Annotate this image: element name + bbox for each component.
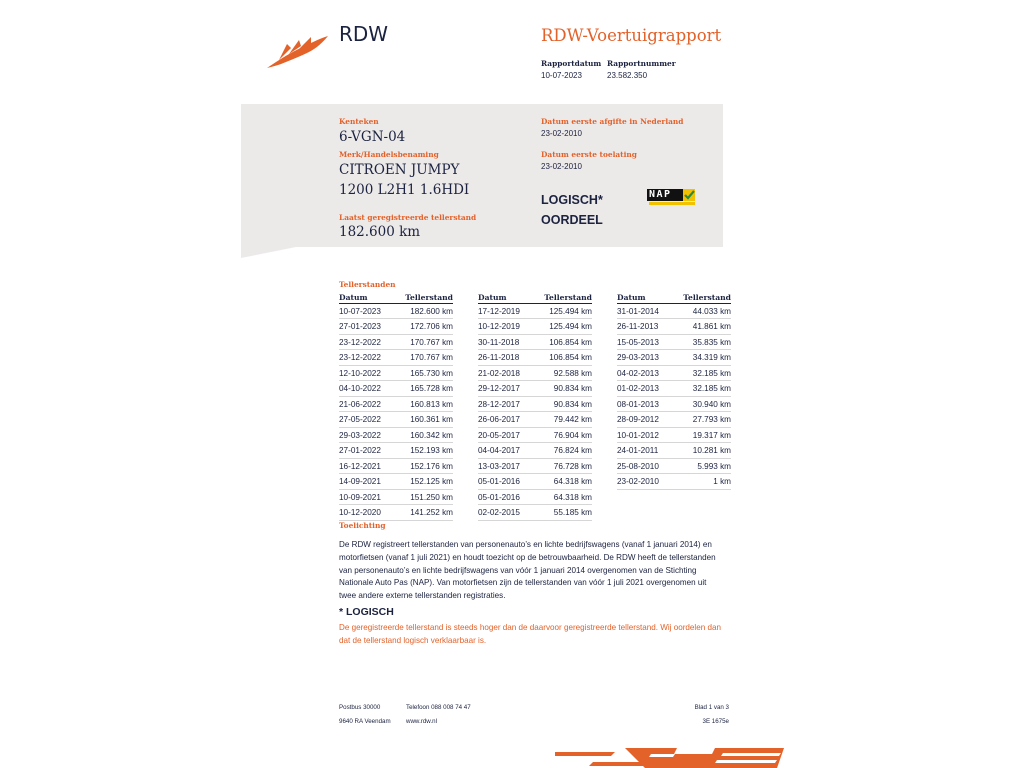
row-reading: 125.494 km: [549, 306, 592, 316]
verdict-line1: LOGISCH*: [541, 193, 603, 207]
footer-code: 3E 1675e: [702, 718, 729, 725]
table-row: [478, 351, 592, 366]
row-date: 27-01-2022: [339, 446, 381, 456]
row-reading: 151.250 km: [410, 492, 453, 502]
table-header: [617, 292, 731, 304]
header-date: Datum: [478, 293, 507, 302]
row-date: 23-02-2010: [617, 477, 659, 487]
table-row: [617, 320, 731, 335]
row-reading: 32.185 km: [692, 384, 731, 394]
table-row: [617, 382, 731, 397]
table-row: [617, 305, 731, 320]
table-row: [339, 429, 453, 444]
report-number: 23.582.350: [607, 71, 648, 80]
row-reading: 19.317 km: [692, 430, 731, 440]
row-reading: 106.854 km: [549, 337, 592, 347]
header-date: Datum: [617, 293, 646, 302]
row-reading: 1 km: [713, 477, 731, 487]
row-date: 12-10-2022: [339, 368, 381, 378]
make-line1: CITROEN JUMPY: [339, 162, 460, 178]
row-reading: 90.834 km: [553, 399, 592, 409]
row-date: 21-06-2022: [339, 399, 381, 409]
row-date: 16-12-2021: [339, 461, 381, 471]
table-row: [339, 351, 453, 366]
table-column-2: [478, 292, 592, 521]
row-date: 13-03-2017: [478, 461, 520, 471]
odometer-label: Laatst geregistreerde tellerstand: [339, 213, 477, 222]
table-title: Tellerstanden: [339, 280, 396, 289]
header-date: Datum: [339, 293, 368, 302]
table-row: [478, 305, 592, 320]
table-row: [617, 460, 731, 475]
decorative-stripes: [555, 744, 785, 768]
row-date: 29-12-2017: [478, 384, 520, 394]
row-date: 23-12-2022: [339, 337, 381, 347]
first-nl-value: 23-02-2010: [541, 129, 582, 138]
nap-logo: [647, 188, 697, 206]
row-date: 17-12-2019: [478, 306, 520, 316]
table-row: [478, 491, 592, 506]
footer-address1: Postbus 30000: [339, 704, 381, 711]
row-reading: 152.193 km: [410, 446, 453, 456]
report-number-label: Rapportnummer: [607, 59, 676, 68]
row-date: 24-01-2011: [617, 446, 659, 456]
row-reading: 160.813 km: [410, 399, 453, 409]
row-reading: 32.185 km: [692, 368, 731, 378]
table-row: [478, 475, 592, 490]
row-date: 08-01-2013: [617, 399, 659, 409]
explanation-line: motorfietsen (vanaf 1 juli 2021) en houdt toezicht op de betrouwbaarheid. De RDW heeft de tellerstanden: [339, 552, 716, 562]
plate-value: 6-VGN-04: [339, 129, 406, 145]
explanation-title: Toelichting: [339, 521, 386, 530]
table-row: [478, 460, 592, 475]
explanation-line: De RDW registreert tellerstanden van personenauto’s en lichte bedrijfswagens (vanaf 1 januari 2014) en: [339, 540, 712, 549]
row-date: 10-07-2023: [339, 306, 381, 316]
table-column-1: [339, 292, 453, 521]
table-row: [478, 367, 592, 382]
row-date: 31-01-2014: [617, 306, 659, 316]
row-date: 30-11-2018: [478, 337, 520, 347]
row-date: 23-12-2022: [339, 353, 381, 363]
row-date: 10-12-2019: [478, 322, 520, 332]
report-date-label: Rapportdatum: [541, 59, 602, 68]
row-reading: 64.318 km: [553, 492, 592, 502]
odometer-value: 182.600 km: [339, 224, 421, 240]
header-reading: Tellerstand: [405, 293, 453, 302]
table-row: [339, 320, 453, 335]
footer-phone: Telefoon 088 008 74 47: [406, 704, 471, 711]
row-reading: 41.861 km: [692, 322, 731, 332]
row-date: 26-11-2013: [617, 322, 659, 332]
explanation-line: van personenauto’s en lichte bedrijfswagens van vóór 1 januari 2014 overgenomen van de Stichting: [339, 565, 697, 575]
first-admission-value: 23-02-2010: [541, 162, 582, 171]
row-reading: 170.767 km: [410, 353, 453, 363]
row-reading: 76.904 km: [553, 430, 592, 440]
table-row: [339, 506, 453, 521]
table-row: [339, 336, 453, 351]
table-row: [478, 336, 592, 351]
first-nl-label: Datum eerste afgifte in Nederland: [541, 117, 684, 126]
row-reading: 152.125 km: [410, 477, 453, 487]
brand-name: RDW: [339, 22, 389, 46]
row-date: 25-08-2010: [617, 461, 659, 471]
row-reading: 10.281 km: [692, 446, 731, 456]
nap-logo-text: NAP: [649, 189, 672, 200]
row-reading: 90.834 km: [553, 384, 592, 394]
row-reading: 76.824 km: [553, 446, 592, 456]
row-reading: 55.185 km: [553, 508, 592, 518]
make-line2: 1200 L2H1 1.6HDI: [339, 182, 470, 198]
rdw-bird-logo: [265, 34, 329, 70]
table-row: [339, 382, 453, 397]
row-reading: 44.033 km: [692, 306, 731, 316]
row-reading: 160.342 km: [410, 430, 453, 440]
table-column-3: [617, 292, 731, 490]
row-date: 27-01-2023: [339, 322, 381, 332]
row-date: 10-01-2012: [617, 430, 659, 440]
row-date: 21-02-2018: [478, 368, 520, 378]
table-row: [617, 336, 731, 351]
row-date: 26-06-2017: [478, 415, 520, 425]
footer-page: Blad 1 van 3: [694, 704, 729, 711]
table-row: [339, 413, 453, 428]
table-row: [617, 429, 731, 444]
table-row: [339, 460, 453, 475]
table-row: [339, 398, 453, 413]
row-date: 26-11-2018: [478, 353, 520, 363]
row-date: 28-12-2017: [478, 399, 520, 409]
row-date: 27-05-2022: [339, 415, 381, 425]
verdict-line2: OORDEEL: [541, 213, 603, 227]
table-row: [478, 444, 592, 459]
row-reading: 34.319 km: [692, 353, 731, 363]
header-reading: Tellerstand: [544, 293, 592, 302]
row-reading: 172.706 km: [410, 322, 453, 332]
table-row: [617, 367, 731, 382]
row-date: 10-09-2021: [339, 492, 381, 502]
table-row: [478, 413, 592, 428]
table-row: [339, 305, 453, 320]
table-row: [339, 444, 453, 459]
table-row: [617, 413, 731, 428]
table-row: [478, 382, 592, 397]
table-row: [339, 491, 453, 506]
row-reading: 35.835 km: [692, 337, 731, 347]
table-row: [339, 367, 453, 382]
explanation-line: Nationale Auto Pas (NAP). Van motorfietsen zijn de tellerstanden van vóór 1 juli 2021 overgenomen uit: [339, 578, 707, 588]
row-date: 20-05-2017: [478, 430, 520, 440]
row-reading: 106.854 km: [549, 353, 592, 363]
row-date: 04-04-2017: [478, 446, 520, 456]
row-reading: 141.252 km: [410, 508, 453, 518]
table-row: [478, 398, 592, 413]
row-reading: 182.600 km: [410, 306, 453, 316]
logisch-heading: * LOGISCH: [339, 606, 394, 618]
row-reading: 170.767 km: [410, 337, 453, 347]
row-reading: 27.793 km: [692, 415, 731, 425]
table-row: [617, 351, 731, 366]
report-title: RDW-Voertuigrapport: [541, 26, 722, 45]
row-reading: 64.318 km: [553, 477, 592, 487]
report-date: 10-07-2023: [541, 71, 582, 80]
table-row: [478, 429, 592, 444]
table-row: [478, 320, 592, 335]
logisch-line: De geregistreerde tellerstand is steeds hoger dan de daarvoor geregistreerde tellerstand. Wij oordelen dan: [339, 623, 721, 632]
row-date: 28-09-2012: [617, 415, 659, 425]
footer-website[interactable]: www.rdw.nl: [406, 718, 437, 725]
verdict: [541, 190, 603, 230]
row-reading: 125.494 km: [549, 322, 592, 332]
table-header: [478, 292, 592, 304]
table-row: [617, 398, 731, 413]
table-row: [617, 444, 731, 459]
footer-address2: 9640 RA Veendam: [339, 718, 391, 725]
table-row: [478, 506, 592, 521]
row-reading: 92.588 km: [553, 368, 592, 378]
row-reading: 165.730 km: [410, 368, 453, 378]
row-date: 29-03-2013: [617, 353, 659, 363]
row-reading: 5.993 km: [697, 461, 731, 471]
row-date: 05-01-2016: [478, 477, 520, 487]
row-reading: 79.442 km: [553, 415, 592, 425]
first-admission-label: Datum eerste toelating: [541, 150, 637, 159]
logisch-text: [339, 622, 734, 648]
logisch-line: dat de tellerstand logisch verklaarbaar is.: [339, 635, 487, 645]
row-date: 01-02-2013: [617, 384, 659, 394]
row-date: 04-10-2022: [339, 384, 381, 394]
explanation-line: twee andere externe tellerstanden registraties.: [339, 591, 506, 601]
row-date: 15-05-2013: [617, 337, 659, 347]
table-row: [339, 475, 453, 490]
table-header: [339, 292, 453, 304]
row-reading: 30.940 km: [692, 399, 731, 409]
plate-label: Kenteken: [339, 117, 379, 126]
row-date: 04-02-2013: [617, 368, 659, 378]
row-reading: 152.176 km: [410, 461, 453, 471]
row-date: 29-03-2022: [339, 430, 381, 440]
row-reading: 76.728 km: [553, 461, 592, 471]
row-date: 10-12-2020: [339, 508, 381, 518]
row-date: 14-09-2021: [339, 477, 381, 487]
table-row: [617, 475, 731, 490]
panel-notch: [241, 246, 301, 258]
make-label: Merk/Handelsbenaming: [339, 150, 439, 159]
row-reading: 165.728 km: [410, 384, 453, 394]
explanation-text: [339, 539, 731, 603]
row-reading: 160.361 km: [410, 415, 453, 425]
header-reading: Tellerstand: [683, 293, 731, 302]
row-date: 02-02-2015: [478, 508, 520, 518]
row-date: 05-01-2016: [478, 492, 520, 502]
